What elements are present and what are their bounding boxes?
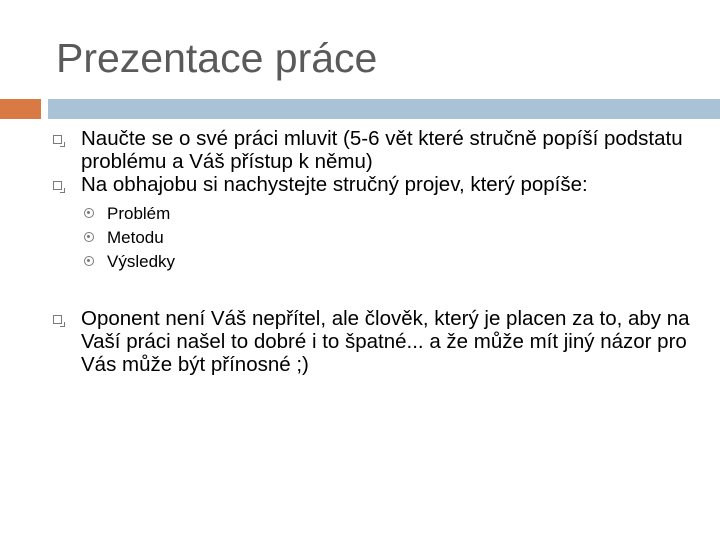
circle-dot-bullet-icon xyxy=(84,232,94,242)
square-bullet-icon xyxy=(53,315,62,324)
square-bullet-icon xyxy=(53,181,62,190)
sub-bullet-list xyxy=(50,202,700,274)
bullet-text: Naučte se o své práci mluvit (5-6 vět které stručně popíší podstatu problému a Váš přístup k němu) xyxy=(81,127,683,173)
sub-bullet-item xyxy=(50,202,700,226)
header-bar xyxy=(48,99,720,119)
circle-dot-bullet-icon xyxy=(84,256,94,266)
bullet-text: Na obhajobu si nachystejte stručný projev, který popíše: xyxy=(81,173,588,196)
sub-bullet-item xyxy=(50,250,700,274)
sub-bullet-text: Problém xyxy=(107,204,171,223)
square-bullet-icon xyxy=(53,135,62,144)
accent-bar xyxy=(0,99,41,119)
sub-bullet-text: Metodu xyxy=(107,228,164,247)
bullet-item-2 xyxy=(50,173,700,196)
slide-title: Prezentace práce xyxy=(56,35,378,81)
sub-bullet-item xyxy=(50,226,700,250)
bullet-text: Oponent není Váš nepřítel, ale člověk, který je placen za to, aby na Vaší práci našel to dobré i to špatné... a že může mít jiný názor pro Vás může být přínosné ;) xyxy=(81,307,690,376)
bullet-item-1 xyxy=(50,127,700,173)
sub-bullet-text: Výsledky xyxy=(107,252,176,271)
circle-dot-bullet-icon xyxy=(84,208,94,218)
bullet-list xyxy=(50,127,700,376)
bullet-item-3 xyxy=(50,307,700,376)
